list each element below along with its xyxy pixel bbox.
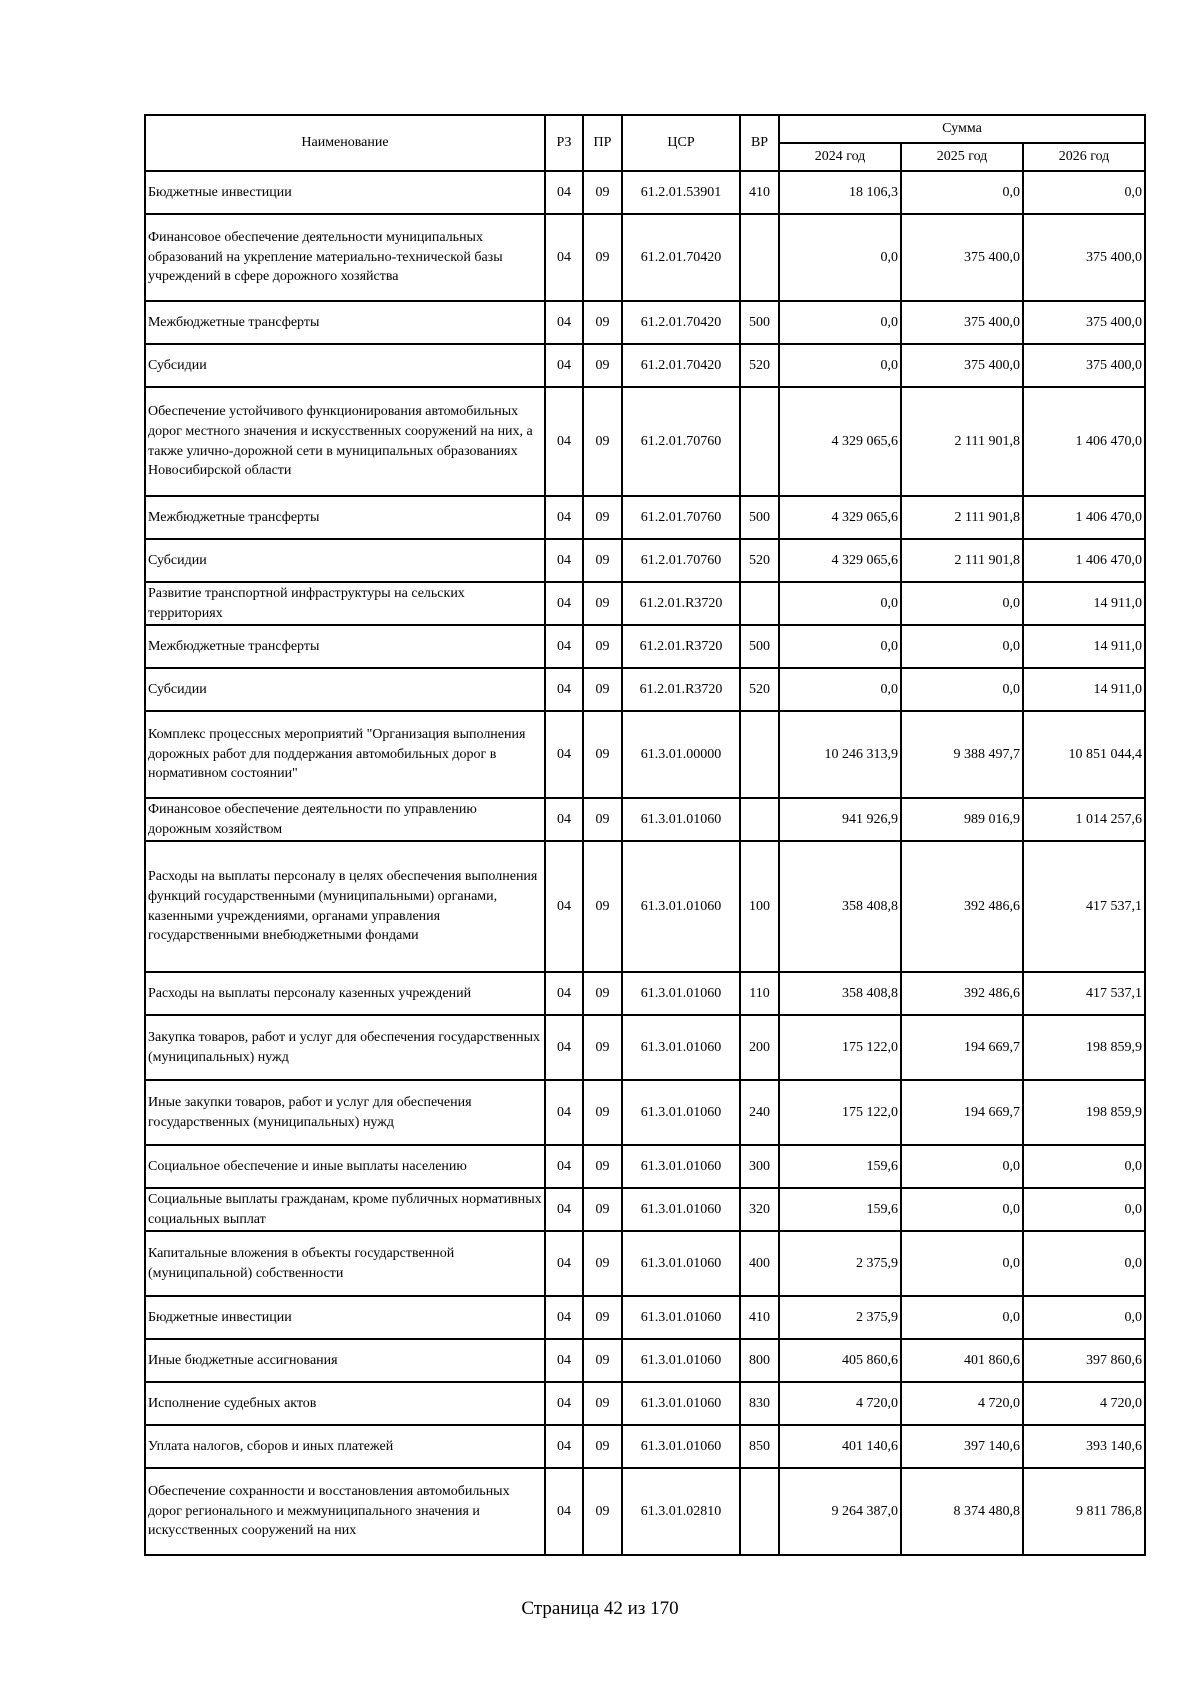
table-row <box>145 1425 1145 1468</box>
row-2025: 2 111 901,8 <box>901 539 1023 582</box>
row-rz: 04 <box>545 387 583 496</box>
row-vr: 500 <box>740 496 779 539</box>
row-2024: 941 926,9 <box>779 798 901 841</box>
table-row <box>145 1382 1145 1425</box>
row-vr <box>740 1468 779 1555</box>
row-2025: 0,0 <box>901 1188 1023 1231</box>
row-2024: 358 408,8 <box>779 841 901 972</box>
row-name: Субсидии <box>145 668 545 711</box>
row-csr: 61.3.01.01060 <box>622 1145 740 1188</box>
row-2024: 0,0 <box>779 344 901 387</box>
row-name: Обеспечение устойчивого функционирования автомобильных дорог местного значения и искусственных сооружений на них, а также улично-дорожной сети в муниципальных образованиях Новосибирской области <box>145 387 545 496</box>
row-vr: 110 <box>740 972 779 1015</box>
row-vr <box>740 798 779 841</box>
row-pr: 09 <box>583 1296 622 1339</box>
row-rz: 04 <box>545 301 583 344</box>
row-csr: 61.3.01.01060 <box>622 972 740 1015</box>
row-2024: 0,0 <box>779 582 901 625</box>
page-number: Страница 42 из 170 <box>521 1598 679 1619</box>
row-2025: 375 400,0 <box>901 301 1023 344</box>
row-csr: 61.3.01.01060 <box>622 1382 740 1425</box>
row-name: Субсидии <box>145 344 545 387</box>
row-name: Финансовое обеспечение деятельности муниципальных образований на укрепление материально-технической базы учреждений в сфере дорожного хозяйства <box>145 214 545 301</box>
row-rz: 04 <box>545 582 583 625</box>
row-2025: 0,0 <box>901 1231 1023 1296</box>
row-rz: 04 <box>545 1382 583 1425</box>
row-2026: 4 720,0 <box>1023 1382 1145 1425</box>
row-2026: 375 400,0 <box>1023 301 1145 344</box>
row-2025: 0,0 <box>901 625 1023 668</box>
row-2024: 18 106,3 <box>779 171 901 214</box>
row-2026: 375 400,0 <box>1023 214 1145 301</box>
row-csr: 61.3.01.01060 <box>622 841 740 972</box>
table-row <box>145 214 1145 301</box>
row-name: Межбюджетные трансферты <box>145 625 545 668</box>
row-csr: 61.2.01.70420 <box>622 301 740 344</box>
row-2024: 4 720,0 <box>779 1382 901 1425</box>
row-2025: 0,0 <box>901 171 1023 214</box>
row-name: Закупка товаров, работ и услуг для обеспечения государственных (муниципальных) нужд <box>145 1015 545 1080</box>
row-name: Комплекс процессных мероприятий "Организация выполнения дорожных работ для поддержания автомобильных дорог в нормативном состоянии" <box>145 711 545 798</box>
row-2024: 4 329 065,6 <box>779 539 901 582</box>
row-vr: 400 <box>740 1231 779 1296</box>
row-csr: 61.3.01.01060 <box>622 1080 740 1145</box>
row-pr: 09 <box>583 344 622 387</box>
row-2026: 1 014 257,6 <box>1023 798 1145 841</box>
row-vr: 410 <box>740 171 779 214</box>
row-name: Бюджетные инвестиции <box>145 171 545 214</box>
row-rz: 04 <box>545 1425 583 1468</box>
row-rz: 04 <box>545 1339 583 1382</box>
row-csr: 61.3.01.01060 <box>622 798 740 841</box>
row-rz: 04 <box>545 668 583 711</box>
table-row <box>145 841 1145 972</box>
table-row <box>145 301 1145 344</box>
row-2025: 0,0 <box>901 1296 1023 1339</box>
row-pr: 09 <box>583 841 622 972</box>
row-rz: 04 <box>545 1188 583 1231</box>
row-2025: 375 400,0 <box>901 214 1023 301</box>
row-pr: 09 <box>583 387 622 496</box>
row-pr: 09 <box>583 214 622 301</box>
row-2026: 198 859,9 <box>1023 1080 1145 1145</box>
header-2025: 2025 год <box>901 143 1023 171</box>
row-2025: 0,0 <box>901 668 1023 711</box>
row-name: Межбюджетные трансферты <box>145 496 545 539</box>
row-pr: 09 <box>583 496 622 539</box>
row-vr: 200 <box>740 1015 779 1080</box>
row-vr: 500 <box>740 625 779 668</box>
header-sum: Сумма <box>779 115 1145 143</box>
row-2026: 14 911,0 <box>1023 625 1145 668</box>
row-2025: 401 860,6 <box>901 1339 1023 1382</box>
row-rz: 04 <box>545 1231 583 1296</box>
row-2026: 393 140,6 <box>1023 1425 1145 1468</box>
row-name: Бюджетные инвестиции <box>145 1296 545 1339</box>
row-name: Социальные выплаты гражданам, кроме публичных нормативных социальных выплат <box>145 1188 545 1231</box>
row-2025: 397 140,6 <box>901 1425 1023 1468</box>
header-csr: ЦСР <box>622 115 740 171</box>
table-row <box>145 1231 1145 1296</box>
row-vr: 100 <box>740 841 779 972</box>
row-csr: 61.2.01.70760 <box>622 496 740 539</box>
table-row <box>145 387 1145 496</box>
row-vr: 240 <box>740 1080 779 1145</box>
row-csr: 61.3.01.01060 <box>622 1015 740 1080</box>
row-csr: 61.3.01.01060 <box>622 1339 740 1382</box>
row-rz: 04 <box>545 711 583 798</box>
row-vr <box>740 214 779 301</box>
row-pr: 09 <box>583 1425 622 1468</box>
row-rz: 04 <box>545 1080 583 1145</box>
row-name: Социальное обеспечение и иные выплаты населению <box>145 1145 545 1188</box>
row-2025: 194 669,7 <box>901 1015 1023 1080</box>
row-2024: 9 264 387,0 <box>779 1468 901 1555</box>
budget-table <box>144 114 1146 1556</box>
header-vr: ВР <box>740 115 779 171</box>
row-2024: 0,0 <box>779 625 901 668</box>
row-csr: 61.3.01.01060 <box>622 1296 740 1339</box>
row-2026: 375 400,0 <box>1023 344 1145 387</box>
row-rz: 04 <box>545 344 583 387</box>
row-2026: 0,0 <box>1023 1296 1145 1339</box>
row-2026: 0,0 <box>1023 1145 1145 1188</box>
table-row <box>145 1296 1145 1339</box>
row-name: Капитальные вложения в объекты государственной (муниципальной) собственности <box>145 1231 545 1296</box>
table-row <box>145 1188 1145 1231</box>
row-rz: 04 <box>545 1015 583 1080</box>
row-pr: 09 <box>583 1145 622 1188</box>
row-2025: 2 111 901,8 <box>901 496 1023 539</box>
header-2026: 2026 год <box>1023 143 1145 171</box>
row-name: Расходы на выплаты персоналу казенных учреждений <box>145 972 545 1015</box>
row-pr: 09 <box>583 1231 622 1296</box>
row-2025: 194 669,7 <box>901 1080 1023 1145</box>
row-pr: 09 <box>583 625 622 668</box>
row-rz: 04 <box>545 798 583 841</box>
row-csr: 61.2.01.R3720 <box>622 582 740 625</box>
row-pr: 09 <box>583 668 622 711</box>
row-csr: 61.3.01.01060 <box>622 1231 740 1296</box>
row-rz: 04 <box>545 625 583 668</box>
table-row <box>145 1145 1145 1188</box>
header-name: Наименование <box>145 115 545 171</box>
row-rz: 04 <box>545 1145 583 1188</box>
row-2026: 198 859,9 <box>1023 1015 1145 1080</box>
row-pr: 09 <box>583 1339 622 1382</box>
row-vr: 520 <box>740 539 779 582</box>
row-csr: 61.3.01.01060 <box>622 1425 740 1468</box>
row-vr <box>740 711 779 798</box>
row-2026: 1 406 470,0 <box>1023 539 1145 582</box>
row-2024: 358 408,8 <box>779 972 901 1015</box>
row-2026: 9 811 786,8 <box>1023 1468 1145 1555</box>
row-pr: 09 <box>583 301 622 344</box>
table-row <box>145 798 1145 841</box>
row-name: Расходы на выплаты персоналу в целях обеспечения выполнения функций государственными (муниципальными) органами, казенными учреждениями, органами управления государственными внебюджетными фондами <box>145 841 545 972</box>
header-rz: РЗ <box>545 115 583 171</box>
row-name: Исполнение судебных актов <box>145 1382 545 1425</box>
row-vr <box>740 582 779 625</box>
header-pr: ПР <box>583 115 622 171</box>
row-2026: 14 911,0 <box>1023 668 1145 711</box>
header-2024: 2024 год <box>779 143 901 171</box>
row-2026: 1 406 470,0 <box>1023 387 1145 496</box>
table-row <box>145 668 1145 711</box>
table-row <box>145 539 1145 582</box>
row-2026: 417 537,1 <box>1023 972 1145 1015</box>
row-csr: 61.2.01.53901 <box>622 171 740 214</box>
row-pr: 09 <box>583 798 622 841</box>
row-2025: 392 486,6 <box>901 972 1023 1015</box>
row-csr: 61.3.01.02810 <box>622 1468 740 1555</box>
row-rz: 04 <box>545 539 583 582</box>
row-vr: 520 <box>740 344 779 387</box>
row-2024: 159,6 <box>779 1145 901 1188</box>
row-csr: 61.2.01.70420 <box>622 214 740 301</box>
row-name: Иные бюджетные ассигнования <box>145 1339 545 1382</box>
row-rz: 04 <box>545 171 583 214</box>
row-pr: 09 <box>583 1080 622 1145</box>
row-2026: 0,0 <box>1023 1231 1145 1296</box>
row-2026: 397 860,6 <box>1023 1339 1145 1382</box>
table-row <box>145 171 1145 214</box>
row-2024: 10 246 313,9 <box>779 711 901 798</box>
row-rz: 04 <box>545 1468 583 1555</box>
row-csr: 61.2.01.70420 <box>622 344 740 387</box>
row-name: Финансовое обеспечение деятельности по управлению дорожным хозяйством <box>145 798 545 841</box>
row-pr: 09 <box>583 539 622 582</box>
row-vr: 850 <box>740 1425 779 1468</box>
row-2026: 1 406 470,0 <box>1023 496 1145 539</box>
row-name: Обеспечение сохранности и восстановления автомобильных дорог регионального и межмуниципального значения и искусственных сооружений на них <box>145 1468 545 1555</box>
row-pr: 09 <box>583 711 622 798</box>
row-2026: 10 851 044,4 <box>1023 711 1145 798</box>
row-2024: 0,0 <box>779 301 901 344</box>
row-vr: 800 <box>740 1339 779 1382</box>
row-rz: 04 <box>545 1296 583 1339</box>
row-2026: 0,0 <box>1023 1188 1145 1231</box>
row-csr: 61.2.01.R3720 <box>622 625 740 668</box>
row-2025: 989 016,9 <box>901 798 1023 841</box>
row-2024: 2 375,9 <box>779 1231 901 1296</box>
row-2026: 14 911,0 <box>1023 582 1145 625</box>
table-row <box>145 1339 1145 1382</box>
table-row <box>145 1080 1145 1145</box>
row-2024: 159,6 <box>779 1188 901 1231</box>
table-row <box>145 625 1145 668</box>
row-vr: 520 <box>740 668 779 711</box>
row-pr: 09 <box>583 1015 622 1080</box>
row-2025: 0,0 <box>901 1145 1023 1188</box>
row-2025: 392 486,6 <box>901 841 1023 972</box>
row-pr: 09 <box>583 171 622 214</box>
row-2024: 2 375,9 <box>779 1296 901 1339</box>
row-pr: 09 <box>583 582 622 625</box>
table-body <box>145 171 1145 1555</box>
row-vr: 320 <box>740 1188 779 1231</box>
row-name: Развитие транспортной инфраструктуры на сельских территориях <box>145 582 545 625</box>
row-vr: 410 <box>740 1296 779 1339</box>
row-2025: 0,0 <box>901 582 1023 625</box>
row-2026: 0,0 <box>1023 171 1145 214</box>
row-rz: 04 <box>545 496 583 539</box>
table-row <box>145 582 1145 625</box>
table-row <box>145 711 1145 798</box>
row-2025: 2 111 901,8 <box>901 387 1023 496</box>
row-2024: 4 329 065,6 <box>779 496 901 539</box>
row-csr: 61.2.01.R3720 <box>622 668 740 711</box>
table-header <box>145 115 1145 171</box>
row-name: Иные закупки товаров, работ и услуг для обеспечения государственных (муниципальных) нужд <box>145 1080 545 1145</box>
row-vr: 830 <box>740 1382 779 1425</box>
row-vr <box>740 387 779 496</box>
row-pr: 09 <box>583 1382 622 1425</box>
row-pr: 09 <box>583 972 622 1015</box>
row-rz: 04 <box>545 972 583 1015</box>
row-2025: 4 720,0 <box>901 1382 1023 1425</box>
row-vr: 500 <box>740 301 779 344</box>
row-2024: 401 140,6 <box>779 1425 901 1468</box>
row-pr: 09 <box>583 1188 622 1231</box>
row-2024: 405 860,6 <box>779 1339 901 1382</box>
row-rz: 04 <box>545 214 583 301</box>
row-2025: 9 388 497,7 <box>901 711 1023 798</box>
row-2024: 4 329 065,6 <box>779 387 901 496</box>
table-row <box>145 972 1145 1015</box>
row-csr: 61.2.01.70760 <box>622 387 740 496</box>
row-2025: 375 400,0 <box>901 344 1023 387</box>
row-2024: 0,0 <box>779 668 901 711</box>
row-rz: 04 <box>545 841 583 972</box>
row-name: Уплата налогов, сборов и иных платежей <box>145 1425 545 1468</box>
table-row <box>145 496 1145 539</box>
row-2024: 0,0 <box>779 214 901 301</box>
table-row <box>145 1468 1145 1555</box>
row-csr: 61.3.01.01060 <box>622 1188 740 1231</box>
row-name: Субсидии <box>145 539 545 582</box>
row-2024: 175 122,0 <box>779 1015 901 1080</box>
table-row <box>145 1015 1145 1080</box>
row-name: Межбюджетные трансферты <box>145 301 545 344</box>
row-csr: 61.3.01.00000 <box>622 711 740 798</box>
row-2024: 175 122,0 <box>779 1080 901 1145</box>
row-2026: 417 537,1 <box>1023 841 1145 972</box>
table-row <box>145 344 1145 387</box>
row-vr: 300 <box>740 1145 779 1188</box>
row-csr: 61.2.01.70760 <box>622 539 740 582</box>
row-pr: 09 <box>583 1468 622 1555</box>
row-2025: 8 374 480,8 <box>901 1468 1023 1555</box>
